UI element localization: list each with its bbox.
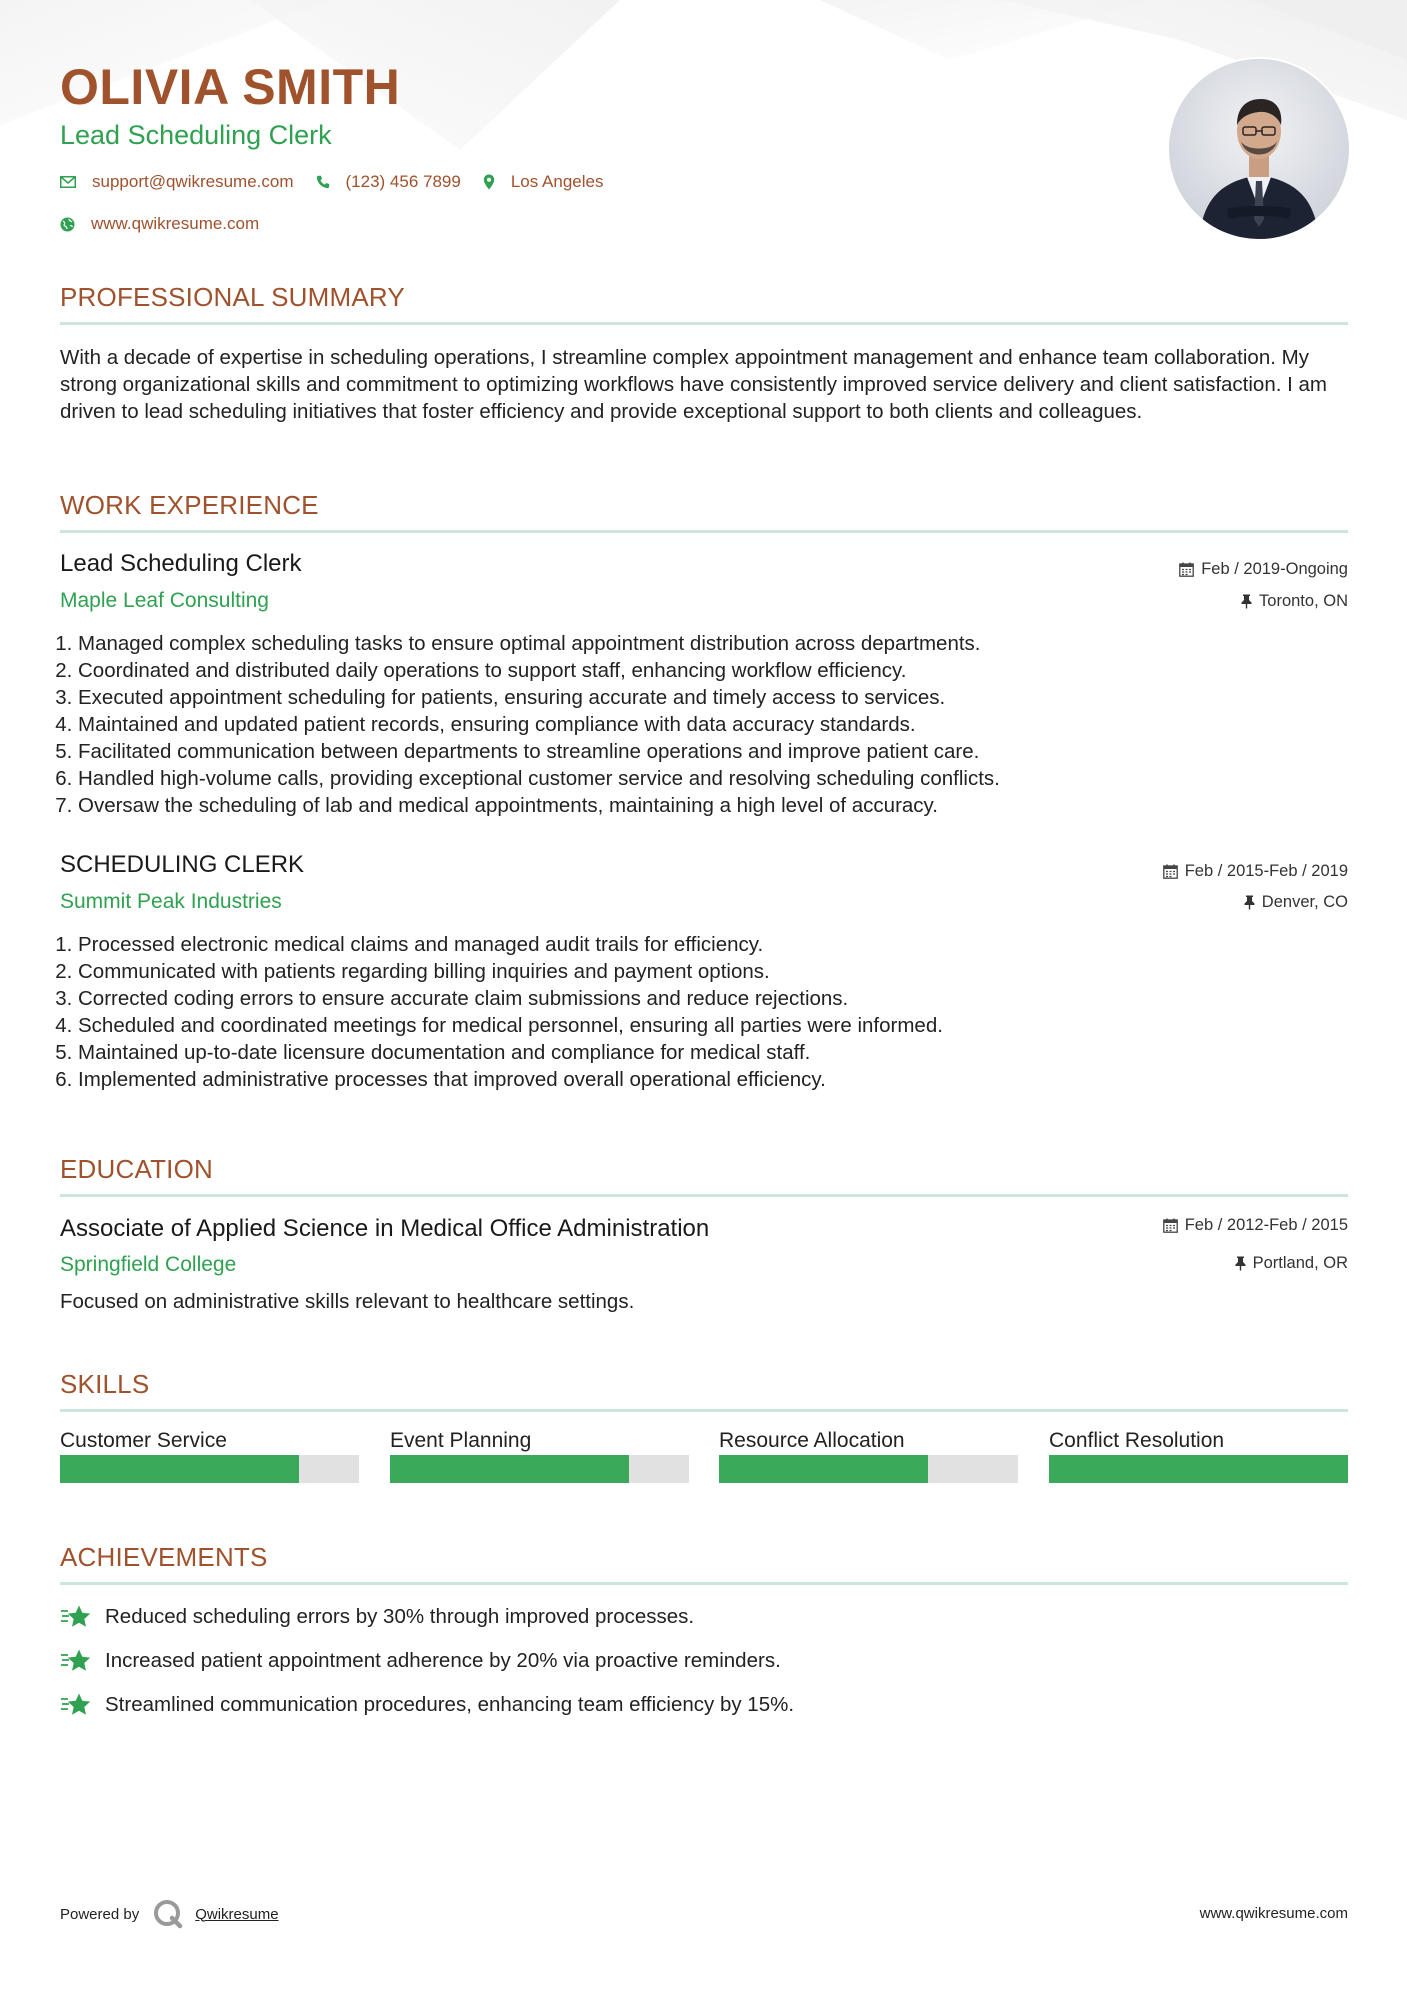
- job-location-text: Toronto, ON: [1259, 592, 1348, 610]
- star-icon: [60, 1692, 93, 1718]
- skill-level-bar: [60, 1455, 359, 1483]
- powered-by-label: Powered by: [60, 1905, 140, 1923]
- star-icon: [60, 1604, 93, 1630]
- map-pin-icon: [483, 174, 495, 190]
- education-dates-text: Feb / 2012-Feb / 2015: [1184, 1216, 1348, 1234]
- qwikresume-link[interactable]: Qwikresume: [195, 1905, 279, 1923]
- section-title: SKILLS: [60, 1369, 150, 1399]
- list-item: 5. Facilitated communication between departments to streamline operations and improve patient care.: [78, 738, 1348, 765]
- footer-website[interactable]: www.qwikresume.com: [1199, 1905, 1348, 1922]
- skill-item: [1049, 1429, 1348, 1453]
- contact-email[interactable]: [60, 172, 294, 192]
- section-divider: [60, 1409, 1348, 1412]
- phone-icon: [316, 175, 330, 189]
- job-location-text: Denver, CO: [1261, 893, 1348, 911]
- star-icon: [60, 1648, 93, 1674]
- job-title: SCHEDULING CLERK: [60, 851, 305, 878]
- envelope-icon: [60, 176, 76, 188]
- job-dates: [1163, 862, 1348, 881]
- email-text: support@qwikresume.com: [92, 172, 294, 191]
- skill-name: Customer Service: [60, 1429, 227, 1452]
- globe-icon: [60, 217, 75, 232]
- company-name: Maple Leaf Consulting: [60, 589, 269, 612]
- list-item: 3. Executed appointment scheduling for patients, ensuring accurate and timely access to services.: [78, 684, 1348, 711]
- skill-level-bar: [719, 1455, 1018, 1483]
- school-name: Springfield College: [60, 1253, 237, 1276]
- section-achievements-header: [60, 1542, 1348, 1573]
- skill-level-fill: [390, 1455, 629, 1483]
- section-education-header: [60, 1154, 1348, 1185]
- list-item: 2. Communicated with patients regarding billing inquiries and payment options.: [78, 958, 1348, 985]
- education-location: [1235, 1254, 1348, 1273]
- section-divider: [60, 1194, 1348, 1197]
- list-item: 4. Maintained and updated patient records, ensuring compliance with data accuracy standards.: [78, 711, 1348, 738]
- skill-level-bar: [1049, 1455, 1348, 1483]
- achievement-item: [60, 1604, 694, 1630]
- skill-item: [719, 1429, 1018, 1453]
- calendar-icon: [1179, 562, 1194, 577]
- job-location: [1241, 592, 1348, 611]
- qwikresume-logo-icon: [153, 1899, 183, 1929]
- list-item: 5. Maintained up-to-date licensure documentation and compliance for medical staff.: [78, 1039, 1348, 1066]
- skill-level-fill: [60, 1455, 299, 1483]
- degree-title: Associate of Applied Science in Medical Office Administration: [60, 1215, 710, 1242]
- contact-website[interactable]: [60, 214, 259, 234]
- profile-photo: [1169, 59, 1349, 239]
- phone-text: (123) 456 7899: [345, 172, 461, 191]
- list-item: 1. Managed complex scheduling tasks to ensure optimal appointment distribution across departments.: [78, 630, 1348, 657]
- skill-level-fill: [719, 1455, 928, 1483]
- job-location: [1244, 893, 1348, 912]
- job-dates-text: Feb / 2019-Ongoing: [1201, 560, 1348, 578]
- summary-text: With a decade of expertise in scheduling operations, I streamline complex appointment management and enhance team collaboration. My strong organizational skills and commitment to optimizing workflows have consistently improved service delivery and client satisfaction. I am driven to lead scheduling initiatives that foster efficiency and provide exceptional support to both clients and colleagues.: [60, 346, 1327, 423]
- skill-item: [390, 1429, 689, 1453]
- section-divider: [60, 322, 1348, 325]
- job-dates-text: Feb / 2015-Feb / 2019: [1184, 862, 1348, 880]
- skill-item: [60, 1429, 359, 1453]
- contact-row-website: [60, 214, 281, 234]
- section-title: PROFESSIONAL SUMMARY: [60, 282, 405, 312]
- job-title: Lead Scheduling Clerk: [60, 550, 302, 577]
- education-dates: [1163, 1216, 1348, 1235]
- list-item: 6. Implemented administrative processes that improved overall operational efficiency.: [78, 1066, 1348, 1093]
- section-experience-header: [60, 490, 1348, 521]
- section-skills-header: [60, 1369, 1348, 1400]
- achievement-text: Reduced scheduling errors by 30% through improved processes.: [105, 1605, 695, 1628]
- candidate-name: OLIVIA SMITH: [60, 59, 401, 115]
- section-title: EDUCATION: [60, 1154, 213, 1184]
- job-duties-list: [60, 931, 1348, 1093]
- achievement-item: [60, 1692, 794, 1718]
- list-item: 7. Oversaw the scheduling of lab and medical appointments, maintaining a high level of accuracy.: [78, 792, 1348, 819]
- section-title: ACHIEVEMENTS: [60, 1542, 268, 1572]
- contact-row: [60, 172, 625, 192]
- job-dates: [1179, 560, 1348, 579]
- portrait-illustration: [1169, 59, 1349, 239]
- company-name: Summit Peak Industries: [60, 890, 282, 913]
- list-item: 6. Handled high-volume calls, providing exceptional customer service and resolving scheduling conflicts.: [78, 765, 1348, 792]
- achievement-text: Streamlined communication procedures, enhancing team efficiency by 15%.: [105, 1693, 795, 1716]
- contact-location: [483, 172, 604, 192]
- job-duties-list: [60, 630, 1348, 819]
- education-description: Focused on administrative skills relevant to healthcare settings.: [60, 1290, 635, 1313]
- achievement-text: Increased patient appointment adherence by 20% via proactive reminders.: [105, 1649, 781, 1672]
- list-item: 1. Processed electronic medical claims and managed audit trails for efficiency.: [78, 931, 1348, 958]
- website-text: www.qwikresume.com: [91, 214, 260, 233]
- calendar-icon: [1163, 1218, 1178, 1233]
- location-text: Los Angeles: [510, 172, 604, 191]
- pushpin-icon: [1235, 1256, 1246, 1271]
- list-item: 3. Corrected coding errors to ensure accurate claim submissions and reduce rejections.: [78, 985, 1348, 1012]
- skill-level-bar: [390, 1455, 689, 1483]
- pushpin-icon: [1244, 895, 1255, 910]
- skill-name: Conflict Resolution: [1049, 1429, 1225, 1452]
- skill-name: Event Planning: [390, 1429, 532, 1452]
- skill-level-fill: [1049, 1455, 1348, 1483]
- calendar-icon: [1163, 864, 1178, 879]
- list-item: 2. Coordinated and distributed daily operations to support staff, enhancing workflow efficiency.: [78, 657, 1348, 684]
- section-divider: [60, 530, 1348, 533]
- skill-name: Resource Allocation: [719, 1429, 905, 1452]
- section-summary-header: [60, 282, 1348, 313]
- footer-powered-by: [60, 1899, 279, 1929]
- education-location-text: Portland, OR: [1252, 1254, 1348, 1272]
- list-item: 4. Scheduled and coordinated meetings for medical personnel, ensuring all parties were informed.: [78, 1012, 1348, 1039]
- contact-phone[interactable]: [316, 172, 461, 192]
- achievement-item: [60, 1648, 781, 1674]
- pushpin-icon: [1241, 594, 1252, 609]
- section-title: WORK EXPERIENCE: [60, 490, 319, 520]
- section-divider: [60, 1582, 1348, 1585]
- candidate-title: Lead Scheduling Clerk: [60, 120, 332, 150]
